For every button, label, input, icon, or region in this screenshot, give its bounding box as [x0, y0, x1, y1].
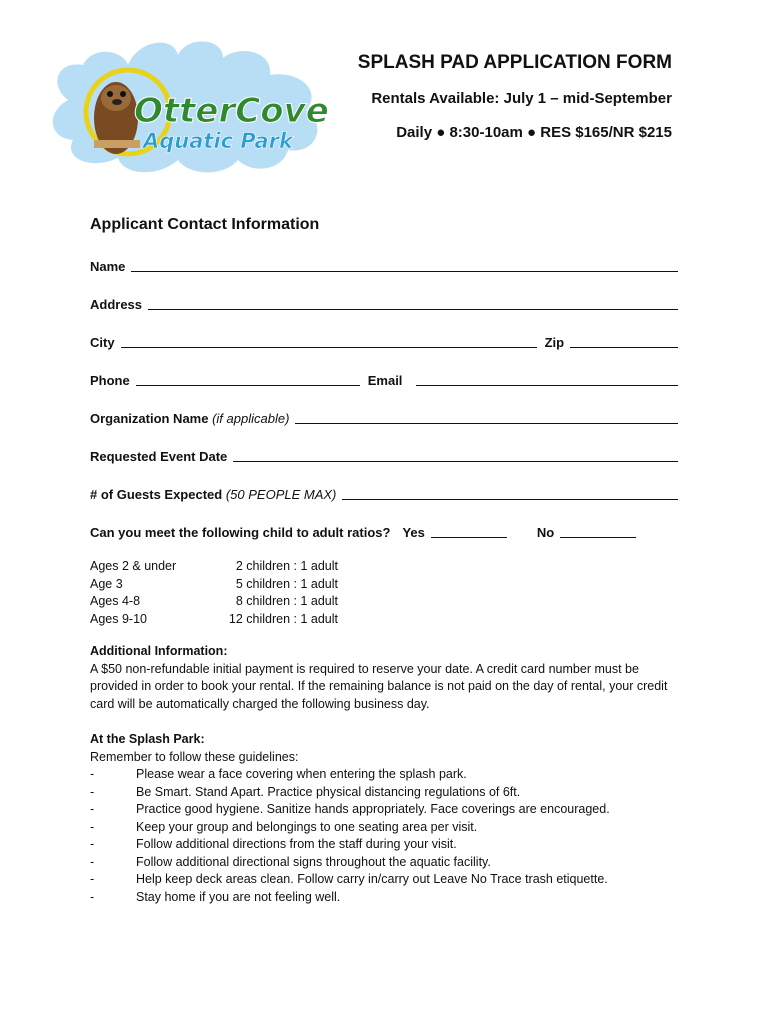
guests-field[interactable]	[342, 485, 678, 500]
ratio-row	[90, 593, 338, 611]
list-item: - Help keep deck areas clean. Follow carry in/carry out Leave No Trace trash etiquette.	[90, 872, 608, 886]
list-item: - Keep your group and belongings to one seating area per visit.	[90, 819, 478, 834]
ratio-value: 12 children : 1 adult	[228, 611, 338, 626]
event-date-label: Requested Event Date	[90, 449, 228, 464]
list-item: - Stay home if you are not feeling well.	[90, 889, 341, 904]
ratio-age: Ages 2 & under	[90, 559, 177, 573]
list-item: - Practice good hygiene. Sanitize hands appropriately. Face coverings are encouraged.	[90, 802, 610, 816]
address-row	[90, 294, 678, 312]
name-label: Name	[90, 259, 126, 274]
address-field[interactable]	[148, 295, 678, 310]
phone-field[interactable]	[136, 371, 360, 386]
guests-row	[90, 484, 678, 502]
organization-label: Organization Name (if applicable)	[90, 411, 290, 426]
no-field[interactable]	[560, 523, 636, 538]
rentals-available-text: Rentals Available: July 1 – mid-September	[371, 90, 672, 107]
ratio-age: Age 3	[90, 576, 123, 591]
email-label: Email	[367, 373, 403, 388]
additional-info-heading: Additional Information:	[90, 644, 228, 658]
ratio-question: Can you meet the following child to adult ratios?	[90, 525, 391, 540]
list-item: - Follow additional directional signs throughout the aquatic facility.	[90, 854, 491, 869]
additional-info	[90, 643, 690, 713]
phone-email-row	[90, 370, 678, 388]
list-item: - Please wear a face covering when entering the splash park.	[90, 767, 467, 781]
zip-field[interactable]	[570, 333, 678, 348]
ratios-table	[90, 558, 338, 628]
email-field[interactable]	[416, 371, 678, 386]
ratio-value: 2 children : 1 adult	[235, 559, 338, 573]
ratio-age: Ages 4-8	[90, 594, 141, 608]
ratio-row	[90, 611, 338, 629]
ottercove-logo	[38, 30, 330, 180]
guests-label: # of Guests Expected (50 PEOPLE MAX)	[90, 487, 337, 502]
additional-info-text: A $50 non-refundable initial payment is required to reserve your date. A credit card number must be provided in order to book your rental. If the remaining balance is not paid on the day of rental, your credit card will be automatically charged the following business day.	[90, 661, 668, 711]
form-title: SPLASH PAD APPLICATION FORM	[357, 52, 672, 73]
city-zip-row	[90, 332, 678, 350]
splash-guidelines	[90, 731, 690, 906]
zip-label: Zip	[544, 335, 565, 350]
logo-text-sub: Aquatic Park	[143, 129, 293, 153]
splash-heading: At the Splash Park:	[90, 732, 205, 746]
city-label: City	[90, 335, 115, 350]
address-label: Address	[90, 297, 143, 312]
no-label: No	[536, 525, 555, 540]
section-title: Applicant Contact Information	[90, 216, 320, 233]
schedule-pricing-text: Daily ● 8:30-10am ● RES $165/NR $215	[396, 124, 672, 141]
ratio-row	[90, 576, 338, 594]
name-field[interactable]	[131, 257, 678, 272]
ratio-value: 5 children : 1 adult	[235, 576, 338, 591]
logo-text-main: OtterCove	[134, 91, 329, 131]
city-field[interactable]	[121, 333, 537, 348]
ratio-age: Ages 9-10	[90, 611, 147, 626]
organization-row	[90, 408, 678, 426]
event-date-row	[90, 446, 678, 464]
ratio-value: 8 children : 1 adult	[235, 594, 338, 608]
phone-label: Phone	[90, 373, 130, 388]
list-item: - Follow additional directions from the staff during your visit.	[90, 837, 457, 851]
yes-field[interactable]	[431, 523, 507, 538]
event-date-field[interactable]	[233, 447, 678, 462]
ratio-question-row	[90, 522, 678, 540]
organization-note: (if applicable)	[212, 411, 290, 426]
ratio-row	[90, 558, 338, 576]
list-item: - Be Smart. Stand Apart. Practice physical distancing regulations of 6ft.	[90, 784, 521, 799]
organization-field[interactable]	[295, 409, 678, 424]
guests-note: (50 PEOPLE MAX)	[225, 487, 337, 502]
splash-intro: Remember to follow these guidelines:	[90, 749, 299, 764]
yes-label: Yes	[402, 525, 425, 540]
name-row	[90, 256, 678, 274]
